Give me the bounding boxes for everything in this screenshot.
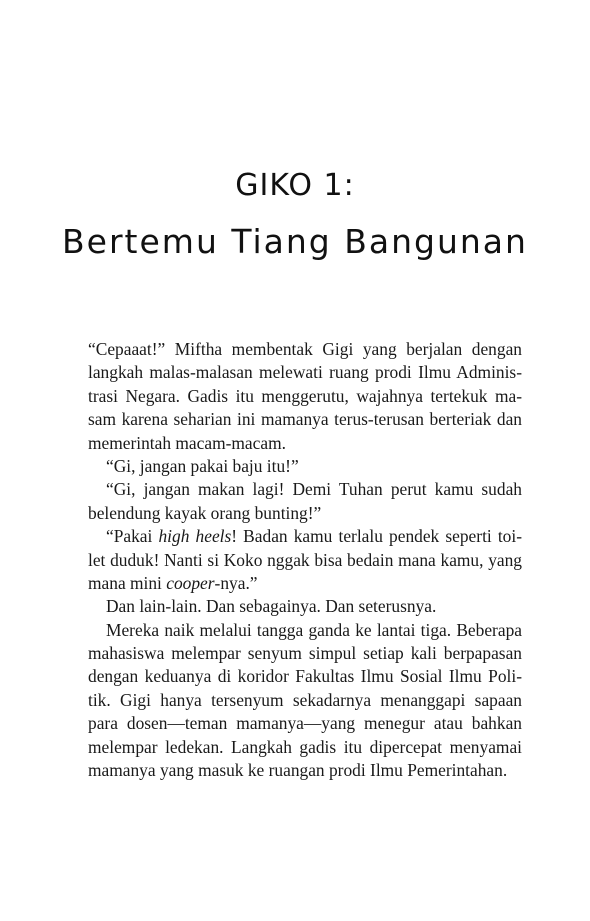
text-line: trasi Negara. Gadis itu menggerutu, wajahnya tertekuk ma- bbox=[88, 385, 522, 406]
text-line: mamanya yang masuk ke ruangan prodi Ilmu Pemerintahan. bbox=[88, 760, 508, 781]
text-line: sam karena seharian ini mamanya terus-terusan berteriak dan bbox=[88, 409, 522, 430]
chapter-title: Bertemu Tiang Bangunan bbox=[62, 222, 528, 261]
chapter-label: GIKO 1: bbox=[235, 168, 355, 203]
text-line: “Cepaaat!” Miftha membentak Gigi yang berjalan dengan bbox=[88, 339, 522, 359]
text-line: mahasiswa melempar senyum simpul setiap kali berpapasan bbox=[88, 643, 522, 664]
text-line: tik. Gigi hanya tersenyum sekadarnya menanggapi sapaan bbox=[88, 689, 522, 710]
body-text bbox=[88, 338, 522, 782]
text-line: langkah malas-malasan melewati ruang prodi Ilmu Adminis- bbox=[88, 362, 522, 383]
text-line: “Gi, jangan pakai baju itu!” bbox=[106, 455, 299, 476]
text-line: dengan keduanya di koridor Fakultas Ilmu Sosial Ilmu Poli- bbox=[88, 666, 522, 687]
text-line: memerintah macam-macam. bbox=[88, 432, 286, 453]
paragraph-3 bbox=[88, 478, 522, 525]
text-line: Dan lain-lain. Dan sebagainya. Dan seterusnya. bbox=[106, 596, 437, 617]
text-line: para dosen—teman mamanya—yang menegur atau bahkan bbox=[88, 713, 522, 734]
paragraph-4 bbox=[88, 525, 522, 595]
text-line: Mereka naik melalui tangga ganda ke lantai tiga. Beberapa bbox=[106, 619, 522, 640]
paragraph-2 bbox=[88, 455, 522, 478]
text-line-rich: mana mini cooper-nya.” bbox=[88, 572, 258, 593]
text-line: “Gi, jangan makan lagi! Demi Tuhan perut kamu sudah bbox=[106, 479, 522, 500]
italic-term: high heels bbox=[158, 526, 232, 547]
italic-term: cooper bbox=[166, 572, 215, 593]
text-line: melempar ledekan. Langkah gadis itu dipercepat menyamai bbox=[88, 736, 522, 757]
paragraph-6 bbox=[88, 619, 522, 783]
paragraph-5 bbox=[88, 595, 522, 618]
text-line-rich: “Pakai high heels! Badan kamu terlalu pendek seperti toi- bbox=[106, 526, 523, 547]
paragraph-1 bbox=[88, 338, 522, 455]
text-line: let duduk! Nanti si Koko nggak bisa bedain mana kamu, yang bbox=[88, 549, 522, 570]
text-line: belendung kayak orang bunting!” bbox=[88, 502, 322, 523]
